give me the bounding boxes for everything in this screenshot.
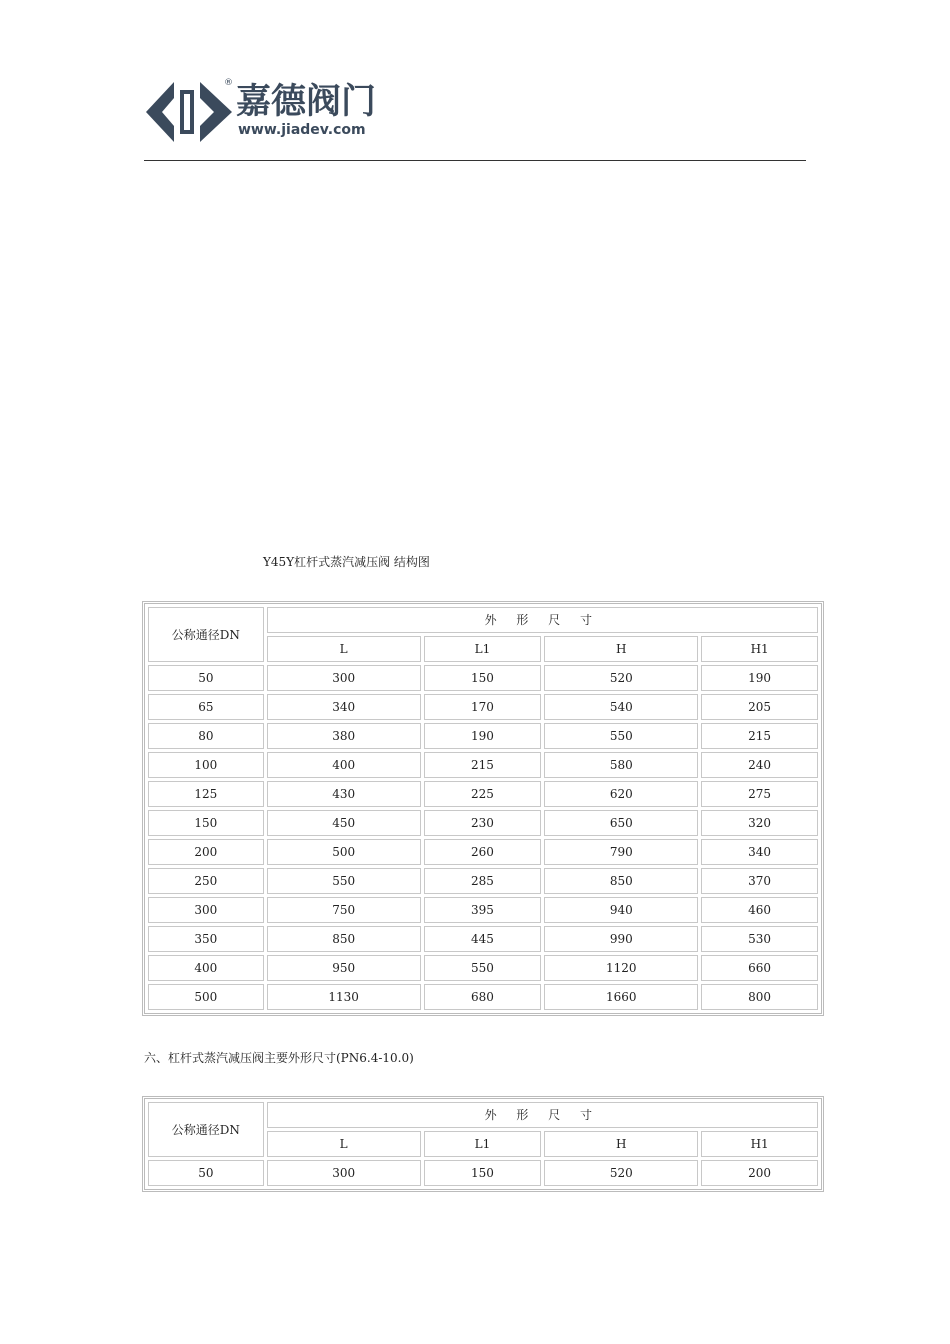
table-cell: 50 xyxy=(148,665,264,691)
table-cell: 850 xyxy=(267,926,421,952)
header-dimensions-group: 外 形 尺 寸 xyxy=(267,1102,818,1128)
table-cell: 225 xyxy=(424,781,542,807)
registered-mark: ® xyxy=(224,78,233,88)
table-cell: 500 xyxy=(148,984,264,1010)
table-row xyxy=(148,665,818,691)
website-url: www.jiadev.com xyxy=(238,122,366,138)
table-cell: 240 xyxy=(701,752,818,778)
table-cell: 170 xyxy=(424,694,542,720)
table-cell: 520 xyxy=(544,1160,698,1186)
table-cell: 800 xyxy=(701,984,818,1010)
table-cell: 850 xyxy=(544,868,698,894)
table-row xyxy=(148,1160,818,1186)
header-divider xyxy=(144,160,806,161)
table-cell: 300 xyxy=(267,1160,421,1186)
table-cell: 200 xyxy=(701,1160,818,1186)
table-cell: 550 xyxy=(544,723,698,749)
table-row xyxy=(148,810,818,836)
table-cell: 540 xyxy=(544,694,698,720)
table-cell: 100 xyxy=(148,752,264,778)
header-dn: 公称通径DN xyxy=(148,607,264,662)
figure-caption: Y45Y杠杆式蒸汽减压阀 结构图 xyxy=(263,555,430,569)
table-cell: 80 xyxy=(148,723,264,749)
table-cell: 275 xyxy=(701,781,818,807)
table-cell: 150 xyxy=(424,1160,542,1186)
table-row xyxy=(148,897,818,923)
table-cell: 940 xyxy=(544,897,698,923)
table-cell: 370 xyxy=(701,868,818,894)
table-cell: 395 xyxy=(424,897,542,923)
table-cell: 50 xyxy=(148,1160,264,1186)
header-dimensions-group: 外 形 尺 寸 xyxy=(267,607,818,633)
table-cell: 190 xyxy=(701,665,818,691)
table-header-row xyxy=(148,1102,818,1128)
table-cell: 230 xyxy=(424,810,542,836)
table-cell: 530 xyxy=(701,926,818,952)
table-cell: 215 xyxy=(701,723,818,749)
table-cell: 215 xyxy=(424,752,542,778)
table-cell: 750 xyxy=(267,897,421,923)
table-cell: 190 xyxy=(424,723,542,749)
table-cell: 250 xyxy=(148,868,264,894)
table-cell: 790 xyxy=(544,839,698,865)
table-cell: 260 xyxy=(424,839,542,865)
jiade-logo-icon xyxy=(144,80,234,144)
table-cell: 990 xyxy=(544,926,698,952)
header-l: L xyxy=(267,636,421,662)
table-cell: 660 xyxy=(701,955,818,981)
table-cell: 1120 xyxy=(544,955,698,981)
header-dn: 公称通径DN xyxy=(148,1102,264,1157)
table-cell: 400 xyxy=(267,752,421,778)
table-cell: 680 xyxy=(424,984,542,1010)
brand-name: 嘉德阀门 xyxy=(236,82,377,122)
dimensions-table-2 xyxy=(142,1096,824,1192)
header-h: H xyxy=(544,636,698,662)
table-cell: 340 xyxy=(701,839,818,865)
header-h1: H1 xyxy=(701,636,818,662)
table-cell: 340 xyxy=(267,694,421,720)
table-cell: 400 xyxy=(148,955,264,981)
table-row xyxy=(148,752,818,778)
table-row xyxy=(148,955,818,981)
table-row xyxy=(148,694,818,720)
table-cell: 200 xyxy=(148,839,264,865)
table-cell: 500 xyxy=(267,839,421,865)
table-cell: 580 xyxy=(544,752,698,778)
table-cell: 350 xyxy=(148,926,264,952)
header-h: H xyxy=(544,1131,698,1157)
table-cell: 550 xyxy=(424,955,542,981)
company-logo xyxy=(144,76,394,148)
table-cell: 320 xyxy=(701,810,818,836)
table-cell: 125 xyxy=(148,781,264,807)
table-row xyxy=(148,839,818,865)
header-l1: L1 xyxy=(424,1131,542,1157)
table-cell: 445 xyxy=(424,926,542,952)
table-cell: 550 xyxy=(267,868,421,894)
table-cell: 285 xyxy=(424,868,542,894)
table-cell: 300 xyxy=(148,897,264,923)
table-cell: 520 xyxy=(544,665,698,691)
table-cell: 1130 xyxy=(267,984,421,1010)
table-cell: 430 xyxy=(267,781,421,807)
table-row xyxy=(148,781,818,807)
table-row xyxy=(148,723,818,749)
header-l1: L1 xyxy=(424,636,542,662)
table-cell: 650 xyxy=(544,810,698,836)
table-cell: 450 xyxy=(267,810,421,836)
table-cell: 150 xyxy=(148,810,264,836)
table-cell: 620 xyxy=(544,781,698,807)
table-cell: 300 xyxy=(267,665,421,691)
table-cell: 380 xyxy=(267,723,421,749)
table-cell: 460 xyxy=(701,897,818,923)
table-cell: 950 xyxy=(267,955,421,981)
table-header-row xyxy=(148,607,818,633)
table-row xyxy=(148,926,818,952)
table-row xyxy=(148,984,818,1010)
header-l: L xyxy=(267,1131,421,1157)
header-h1: H1 xyxy=(701,1131,818,1157)
table-cell: 65 xyxy=(148,694,264,720)
table-cell: 1660 xyxy=(544,984,698,1010)
table-cell: 205 xyxy=(701,694,818,720)
dimensions-table-1 xyxy=(142,601,824,1016)
table-row xyxy=(148,868,818,894)
section-heading: 六、杠杆式蒸汽减压阀主要外形尺寸(PN6.4-10.0) xyxy=(144,1051,414,1065)
table-cell: 150 xyxy=(424,665,542,691)
